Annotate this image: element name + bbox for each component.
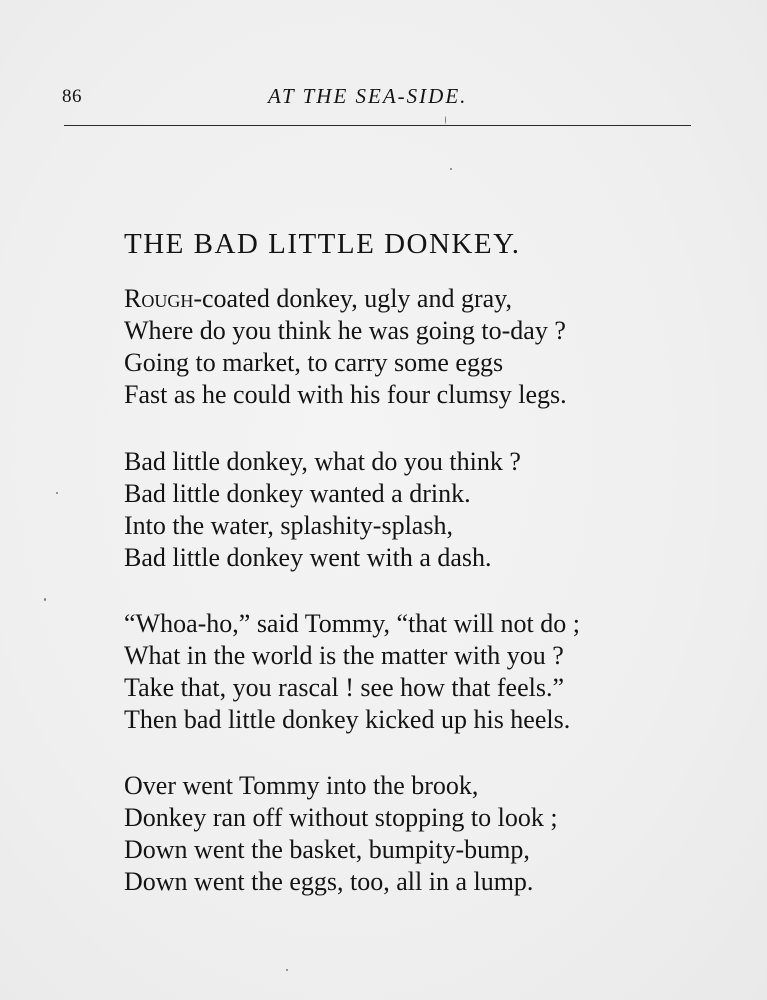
- poem-line: [124, 283, 684, 315]
- poem-line: Bad little donkey wanted a drink.: [124, 479, 471, 508]
- poem-line: Bad little donkey, what do you think ?: [124, 447, 521, 476]
- running-head: [62, 80, 690, 116]
- page-number: 86: [62, 86, 82, 107]
- scan-speck: [286, 969, 288, 971]
- poem-line: Fast as he could with his four clumsy legs.: [124, 380, 567, 409]
- poem-line: Take that, you rascal ! see how that feels.”: [124, 673, 564, 702]
- poem-line: Into the water, splashity-splash,: [124, 511, 453, 540]
- stanza-3: [124, 608, 684, 736]
- poem-line: Down went the basket, bumpity-bump,: [124, 835, 530, 864]
- scan-speck: [450, 168, 452, 170]
- scan-speck: [56, 492, 58, 494]
- poem-line: “Whoa-ho,” said Tommy, “that will not do ;: [124, 609, 580, 638]
- running-title: AT THE SEA-SIDE.: [268, 84, 468, 108]
- stanza-4: [124, 770, 684, 898]
- drop-word: Rough: [124, 284, 194, 313]
- poem-line: Over went Tommy into the brook,: [124, 771, 479, 800]
- poem-line: Down went the eggs, too, all in a lump.: [124, 867, 534, 896]
- poem-line-text: -coated donkey, ugly and gray,: [193, 284, 512, 313]
- poem-line: Bad little donkey went with a dash.: [124, 543, 492, 572]
- poem-line: Where do you think he was going to-day ?: [124, 316, 566, 345]
- scan-speck: [445, 116, 446, 124]
- stanza-1: [124, 283, 684, 411]
- header-rule: [64, 125, 691, 126]
- poem-line: Going to market, to carry some eggs: [124, 348, 504, 377]
- stanza-2: [124, 446, 684, 574]
- poem-title: THE BAD LITTLE DONKEY.: [124, 228, 521, 260]
- poem-line: Donkey ran off without stopping to look ;: [124, 803, 558, 832]
- poem-line: Then bad little donkey kicked up his heels.: [124, 705, 571, 734]
- scan-speck: [44, 598, 46, 601]
- poem-line: What in the world is the matter with you ?: [124, 641, 564, 670]
